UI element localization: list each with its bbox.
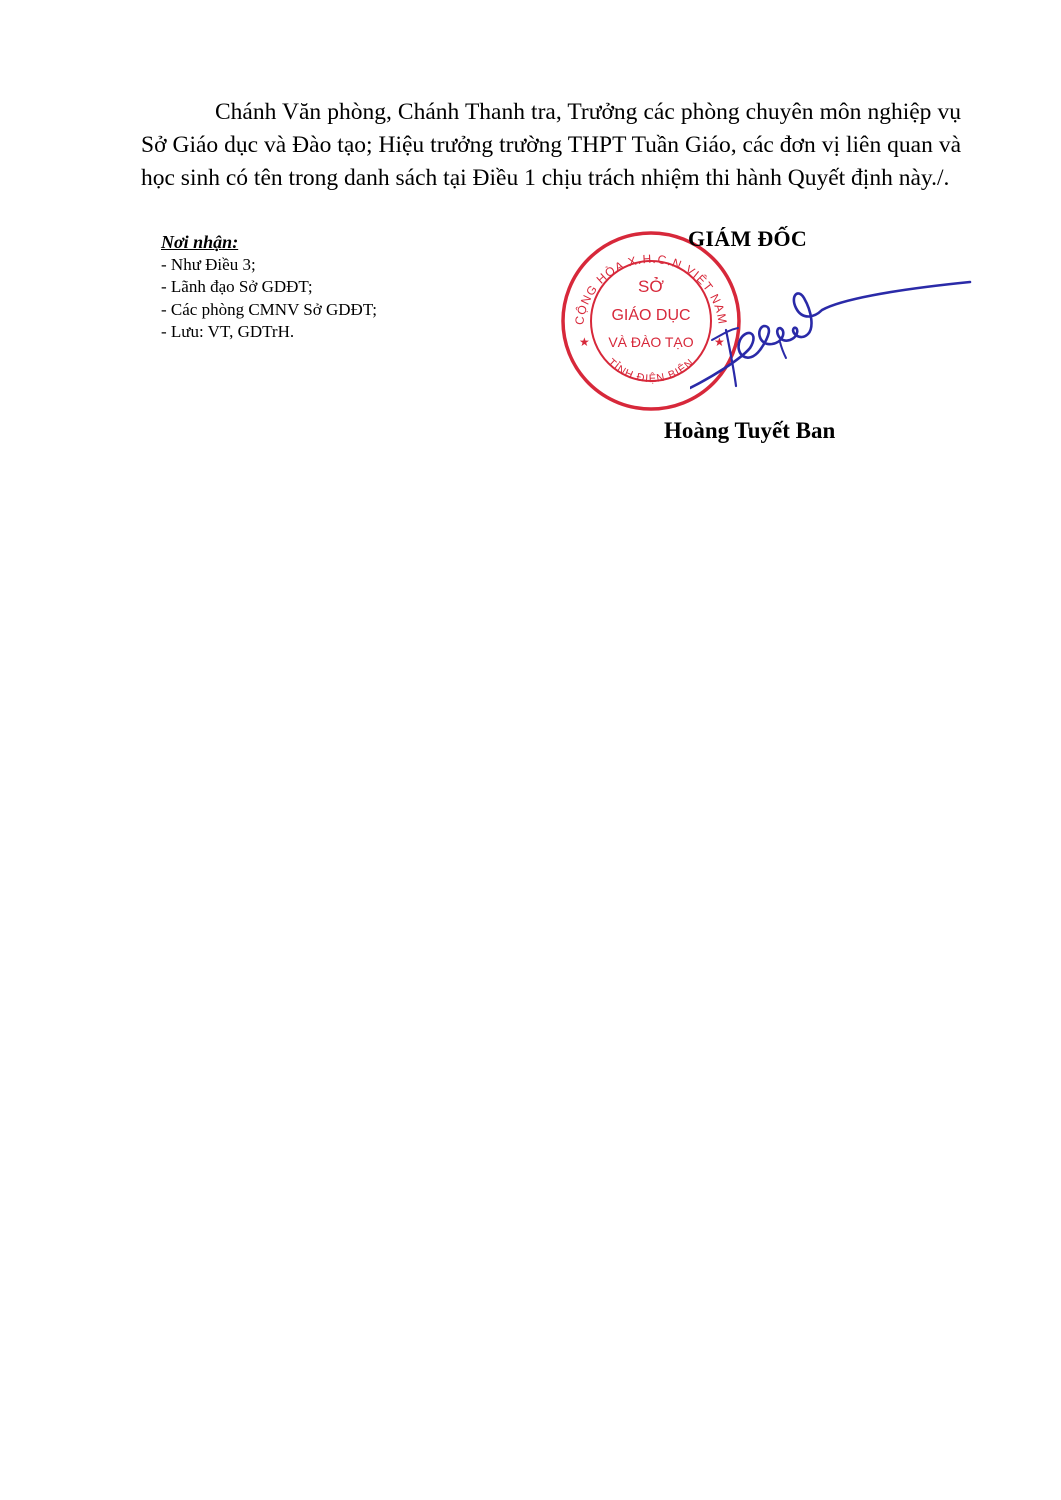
signature-stroke [690,282,970,388]
recipient-item: - Lưu: VT, GDTrH. [161,322,295,341]
recipients-heading [161,231,377,254]
recipient-item: - Lãnh đạo Sở GDĐT; [161,277,313,296]
body-paragraph: Chánh Văn phòng, Chánh Thanh tra, Trưởng các phòng chuyên môn nghiệp vụ Sở Giáo dục và Đào tạo; Hiệu trưởng trường THPT Tuần Giáo, các đơn vị liên quan và học sinh có tên trong danh sách tại Điều 1 chịu trách nhiệm thi hành Quyết định này./. [141,99,961,191]
seal-line-3: VÀ ĐÀO TẠO [608,334,694,350]
seal-star-icon: ★ [714,335,725,349]
seal-bottom-text: TỈNH ĐIỆN BIÊN [605,356,697,386]
seal-star-icon: ★ [579,335,590,349]
signature-stroke [780,342,786,358]
recipients-block [161,231,377,344]
recipient-item: - Như Điều 3; [161,254,256,274]
seal-line-1: SỞ [638,277,664,296]
signature-icon [690,270,980,400]
signer-name: Hoàng Tuyết Ban [664,418,836,443]
signer-title: GIÁM ĐỐC [688,226,808,251]
recipients-heading-text: Nơi nhận: [161,232,239,252]
seal-line-2: GIÁO DỤC [611,307,691,324]
recipient-item: - Các phòng CMNV Sở GDĐT; [161,299,377,319]
seal-ring-text: CỘNG HÒA X.H.C.N VIỆT NAM [572,251,730,326]
signature-stroke [726,330,736,386]
recipients-list [161,254,377,344]
